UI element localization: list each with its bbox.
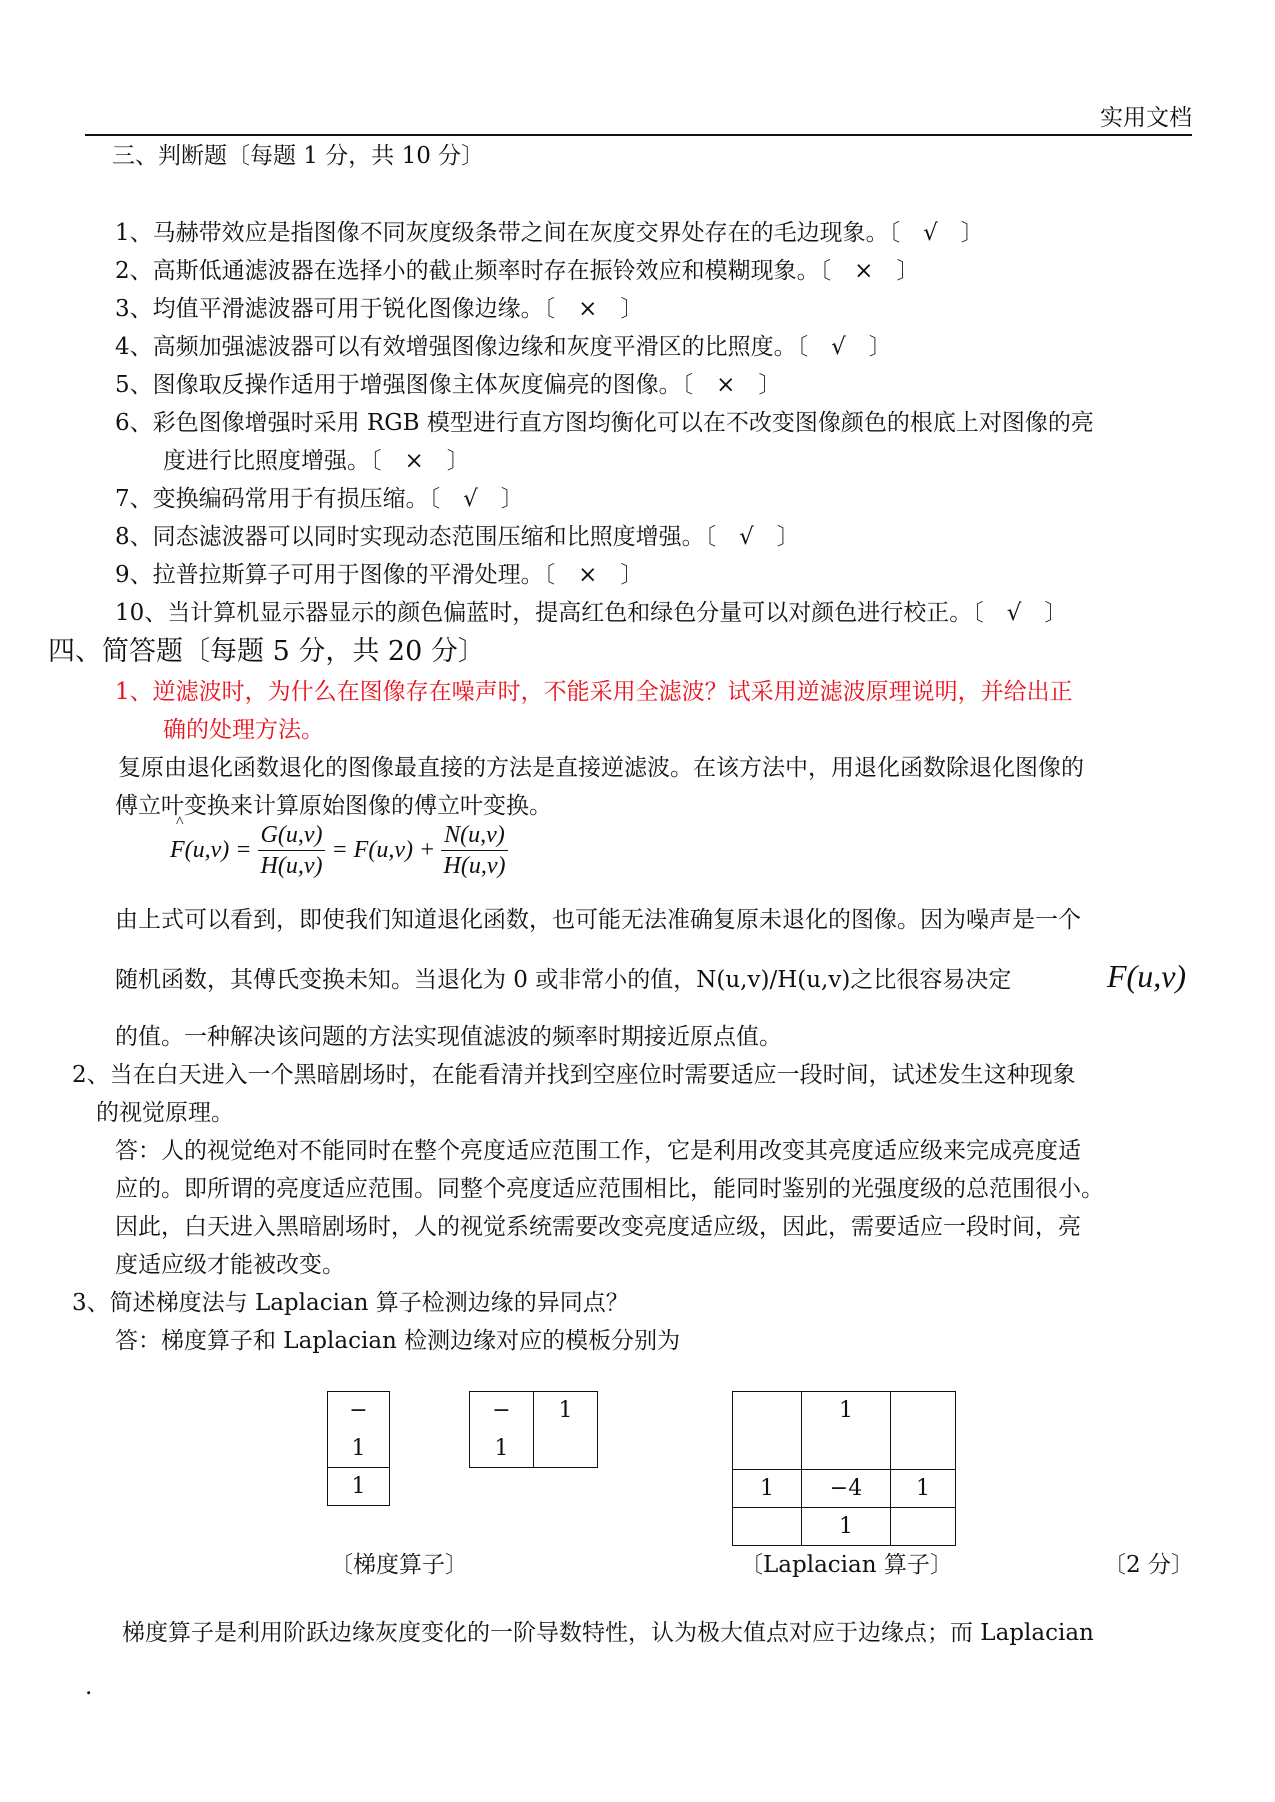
lap-cell: 1 — [802, 1392, 891, 1470]
q1-answer-1: 复原由退化函数退化的图像最直接的方法是直接逆滤波。在该方法中，用退化函数除退化图像的 — [118, 755, 1084, 781]
q2-answer-1: 答：人的视觉绝对不能同时在整个亮度适应范围工作，它是利用改变其亮度适应级来完成亮度适 — [115, 1138, 1081, 1164]
judge-item-4: 4、高频加强滤波器可以有效增强图像边缘和灰度平滑区的比照度。〔 √ 〕 — [115, 334, 892, 360]
footer-dot: . — [85, 1674, 93, 1700]
lap-cell: −4 — [802, 1470, 891, 1508]
judge-item-7: 7、变换编码常用于有损压缩。〔 √ 〕 — [115, 486, 524, 512]
lap-cell: 1 — [802, 1508, 891, 1546]
q1-answer-4-math: F(u,v) — [1107, 958, 1187, 994]
grad1-cell: 1 — [328, 1468, 390, 1506]
q2-answer-3: 因此，白天进入黑暗剧场时，人的视觉系统需要改变亮度适应级，因此，需要适应一段时间，亮 — [115, 1214, 1081, 1240]
score-label: 〔2 分〕 — [1103, 1552, 1194, 1578]
grad1-cell: 1 — [328, 1430, 390, 1468]
fraction-g-over-h — [258, 820, 326, 881]
q2-line2: 的视觉原理。 — [96, 1100, 234, 1126]
grad2-cell: 1 — [470, 1430, 534, 1468]
grad2-cell: − — [470, 1392, 534, 1430]
caption-gradient: 〔梯度算子〕 — [330, 1552, 468, 1578]
judge-item-8: 8、同态滤波器可以同时实现动态范围压缩和比照度增强。〔 √ 〕 — [115, 524, 800, 550]
q1-answer-4: 随机函数，其傅氏变换未知。当退化为 0 或非常小的值，N(u,v)/H(u,v)之比很容易决定 — [115, 967, 1012, 993]
q1-line1: 1、逆滤波时，为什么在图像存在噪声时，不能采用全滤波？试采用逆滤波原理说明，并给出正 — [115, 679, 1073, 705]
lap-cell: 1 — [891, 1470, 956, 1508]
q3-answer-2: 梯度算子是利用阶跃边缘灰度变化的一阶导数特性，认为极大值点对应于边缘点；而 Laplacian — [122, 1620, 1094, 1646]
judge-item-6-cont: 度进行比照度增强。〔 × 〕 — [163, 448, 470, 474]
q2-line1: 2、当在白天进入一个黑暗剧场时，在能看清并找到空座位时需要适应一段时间，试述发生这种现象 — [72, 1062, 1076, 1088]
lap-cell — [891, 1508, 956, 1546]
formula — [170, 814, 508, 881]
caption-laplacian: 〔Laplacian 算子〕 — [740, 1552, 953, 1578]
gradient-template-1 — [327, 1391, 390, 1506]
judge-item-2: 2、高斯低通滤波器在选择小的截止频率时存在振铃效应和模糊现象。〔 × 〕 — [115, 258, 920, 284]
lap-cell — [733, 1508, 802, 1546]
judge-item-6: 6、彩色图像增强时采用 RGB 模型进行直方图均衡化可以在不改变图像颜色的根底上对图像的亮 — [115, 410, 1094, 436]
fraction-n-over-h — [441, 820, 508, 881]
fraction-denominator-h2: H(u,v) — [443, 853, 506, 879]
q3-answer-1: 答：梯度算子和 Laplacian 检测边缘对应的模板分别为 — [115, 1328, 681, 1354]
judge-item-9: 9、拉普拉斯算子可用于图像的平滑处理。〔 × 〕 — [115, 562, 644, 588]
judge-item-5: 5、图像取反操作适用于增强图像主体灰度偏亮的图像。〔 × 〕 — [115, 372, 782, 398]
hat-symbol: ^ — [176, 814, 184, 831]
q1-answer-2: 傅立叶变换来计算原始图像的傅立叶变换。 — [115, 793, 552, 819]
header-label: 实用文档 — [1100, 105, 1192, 131]
grad2-cell — [534, 1430, 598, 1468]
laplacian-template — [732, 1391, 956, 1546]
gradient-template-2 — [469, 1391, 598, 1468]
q1-answer-5: 的值。一种解决该问题的方法实现值滤波的频率时期接近原点值。 — [115, 1024, 782, 1050]
fraction-numerator-n: N(u,v) — [441, 820, 508, 851]
q2-answer-2: 应的。即所谓的亮度适应范围。同整个亮度适应范围相比，能同时鉴别的光强度级的总范围很小。 — [115, 1176, 1104, 1202]
q3-line1: 3、简述梯度法与 Laplacian 算子检测边缘的异同点？ — [72, 1290, 629, 1316]
formula-lhs: F(u,v) = — [170, 837, 252, 863]
grad1-cell: − — [328, 1392, 390, 1430]
fraction-denominator-h: H(u,v) — [260, 853, 323, 879]
section3-title: 三、判断题〔每题 1 分，共 10 分〕 — [112, 143, 485, 169]
grad2-cell: 1 — [534, 1392, 598, 1430]
q2-answer-4: 度适应级才能被改变。 — [115, 1252, 345, 1278]
fraction-numerator-g: G(u,v) — [258, 820, 326, 851]
judge-item-3: 3、均值平滑滤波器可用于锐化图像边缘。〔 × 〕 — [115, 296, 644, 322]
judge-item-10: 10、当计算机显示器显示的颜色偏蓝时，提高红色和绿色分量可以对颜色进行校正。〔 √ 〕 — [115, 600, 1068, 626]
header-rule — [85, 134, 1192, 136]
formula-mid: = F(u,v) + — [331, 837, 436, 863]
section4-title: 四、简答题〔每题 5 分，共 20 分〕 — [48, 636, 485, 667]
judge-item-1: 1、马赫带效应是指图像不同灰度级条带之间在灰度交界处存在的毛边现象。〔 √ 〕 — [115, 220, 984, 246]
q1-line2: 确的处理方法。 — [163, 717, 324, 743]
lap-cell: 1 — [733, 1470, 802, 1508]
lap-cell — [891, 1392, 956, 1470]
lap-cell — [733, 1392, 802, 1470]
q1-answer-3: 由上式可以看到，即使我们知道退化函数，也可能无法准确复原未退化的图像。因为噪声是一个 — [115, 907, 1081, 933]
